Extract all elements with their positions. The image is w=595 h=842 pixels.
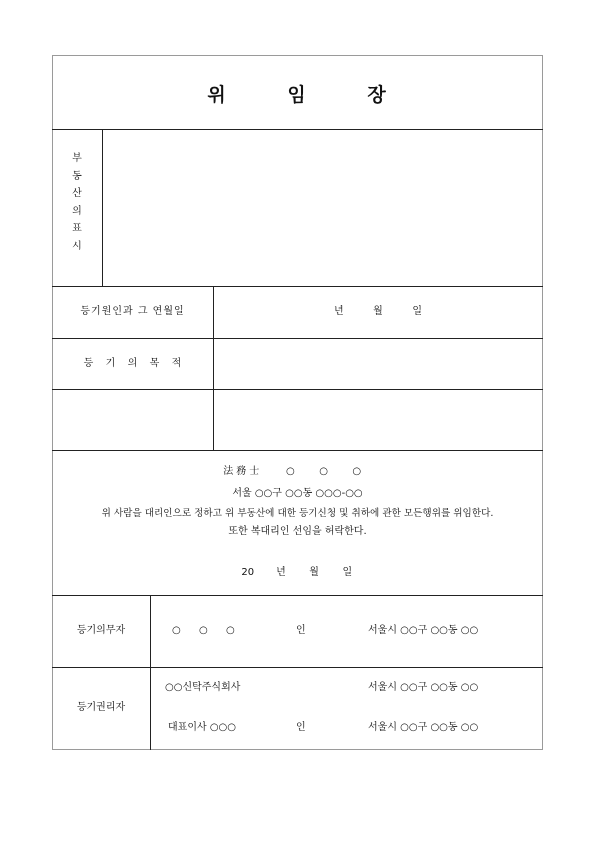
property-description-field[interactable] [104,131,542,285]
agent-address: 서울 ○○구 ○○동 ○○○-○○ [232,488,363,499]
property-label: 부 동 산 의 표 시 [72,153,82,252]
row-divider [52,286,543,287]
obligee-representative[interactable]: 대표이사 ○○○ [168,722,236,733]
obligee-seal: 인 [296,722,306,733]
sub-agent-permission: 또한 복대리인 선임을 허락한다. [228,526,367,537]
obligee-company[interactable]: ○○신탁주식회사 [165,682,241,693]
row-divider [52,338,543,339]
blank-label-cell [53,391,212,449]
delegation-statement: 위 사람을 대리인으로 정하고 위 부동산에 대한 등기신청 및 취하에 관한 모든행위를 위임한다. [101,508,494,519]
row-divider [52,129,543,130]
agent-title: 法務士 ○ ○ ○ [223,466,362,477]
delegation-date: 20 년 월 일 [241,567,353,578]
obligee-rep-address[interactable]: 서울시 ○○구 ○○동 ○○ [368,722,479,733]
cause-date-value[interactable]: 년 월 일 [333,306,423,317]
obligor-seal: 인 [296,625,306,636]
row-divider [52,450,543,451]
obligee-company-address[interactable]: 서울시 ○○구 ○○동 ○○ [368,682,479,693]
blank-value-field[interactable] [215,391,542,449]
purpose-field[interactable] [215,340,542,388]
cause-date-label: 등기원인과 그 연월일 [80,306,185,317]
column-divider [150,595,151,750]
obligee-label: 등기권리자 [76,702,126,713]
column-divider [102,129,103,286]
obligor-label: 등기의무자 [76,625,126,636]
obligor-name[interactable]: ○ ○ ○ [172,625,235,636]
row-divider [52,667,543,668]
row-divider [52,595,543,596]
page-title: 위 임 장 [207,84,388,106]
row-divider [52,389,543,390]
obligor-address[interactable]: 서울시 ○○구 ○○동 ○○ [368,625,479,636]
purpose-label: 등 기 의 목 적 [83,358,182,369]
